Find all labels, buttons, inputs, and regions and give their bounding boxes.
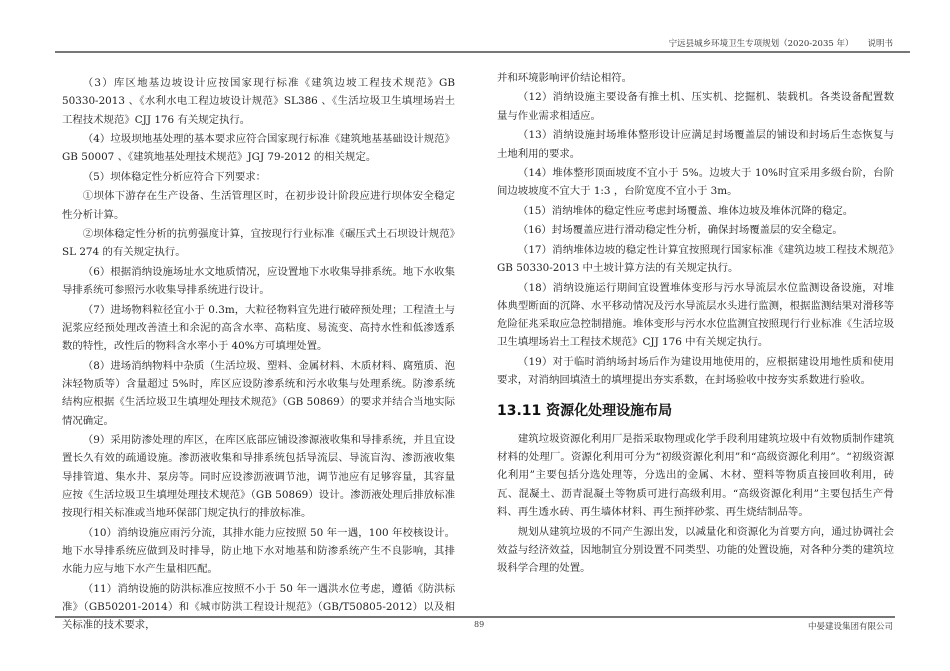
paragraph: ②坝体稳定性分析的抗剪强度计算，宜按现行行业标准《碾压式土石坝设计规范》SL 274 的有关规定执行。 <box>62 228 455 259</box>
section-heading: 13.11 资源化处理设施布局 <box>497 402 673 419</box>
paragraph: 建筑垃圾资源化利用厂是指采取物理或化学手段利用建筑垃圾中有效物质制作建筑材料的处理厂。资源化利用可分为“初级资源化利用”和“高级资源化利用”。“初级资源化利用”主要包括分选处理等，分选出的金属、木材、塑料等物质直接回收利用，砖瓦、混凝土、沥青混凝土等物质可进行高级利用。“高级资源化利用”主要包括生产骨料、再生透水砖、再生墙体材料、再生预拌砂浆、再生烧结制品等。 <box>497 432 894 519</box>
paragraph: （9）采用防渗处理的库区，在库区底部应铺设渗源液收集和导排系统，并且宜设置长久有效的疏通设施。渗沥液收集和导排系统包括导流层、导流盲沟、渗沥液收集导排管道、集水井、泵房等。同时应设渗沥液调节池，调节池应有足够容量，其容量应按《生活垃圾卫生填埋处理技术规范》（GB 50869）设计。渗沥液处理后排放标准按现行相关标准或当地环保部门规定执行的排放标准。 <box>62 434 455 520</box>
paragraph: （6）根据消纳设施场址水文地质情况，应设置地下水收集导排系统。地下水收集导排系统可参照污水收集导排系统进行设计。 <box>62 265 455 297</box>
right-column <box>497 69 894 579</box>
paragraph: ①坝体下游存在生产设备、生活管理区时，在初步设计阶段应进行坝体安全稳定性分析计算。 <box>62 190 455 221</box>
left-column <box>62 74 455 636</box>
footer-rule <box>55 616 895 618</box>
paragraph: （16）封场覆盖应进行滑动稳定性分析，确保封场覆盖层的安全稳定。 <box>517 224 843 237</box>
header-rule <box>55 51 910 53</box>
paragraph: （10）消纳设施应雨污分流，其排水能力应按照 50 年一遇，100 年校核设计。地下水导排系统应做到及时排导，防止地下水对地基和防渗系统产生不良影响，其排水能力应与地下水产生量相匹配。 <box>62 526 455 576</box>
paragraph: （8）进场消纳物料中杂质（生活垃圾、塑料、金属材料、木质材料、腐殖质、泡沫轻物质等）含量超过 5%时，库区应设防渗系统和污水收集与处理系统。防渗系统结构应根据《生活垃圾卫生填埋处理技术规范》（GB 50869）的要求并结合当地实际情况确定。 <box>62 359 455 427</box>
header-doc-type: 说明书 <box>867 39 893 49</box>
page-header <box>655 37 893 49</box>
paragraph: （3）库区地基边坡设计应按国家现行标准《建筑边坡工程技术规范》GB 50330-2013 、《水利水电工程边坡设计规范》SL386 、《生活垃圾卫生填埋场岩土工程技术规范》CJJ 176 有关规定执行。 <box>62 77 455 126</box>
paragraph: （5）坝体稳定性分析应符合下列要求： <box>82 170 267 183</box>
paragraph: （18）消纳设施运行期间宜设置堆体变形与污水导流层水位监测设备设施，对堆体典型断面的沉降、水平移动情况及污水导流层水头进行监测，根据监测结果对滑移等危险征兆采取应急控制措施。堆体变形与污水水位监测宜按照现行行业标准《生活垃圾卫生填埋场岩土工程技术规范》CJJ 176 中有关规定执行。 <box>497 281 894 349</box>
paragraph: （13）消纳设施封场堆体整形设计应满足封场覆盖层的铺设和封场后生态恢复与土地利用的要求。 <box>497 129 894 160</box>
header-title: 宁远县城乡环境卫生专项规划（2020-2035 年） <box>668 39 854 49</box>
paragraph: （7）进场物料粒径宜小于 0.3m，大粒径物料宜先进行破碎预处理；工程渣土与泥浆应经预处理改善渣土和余泥的高含水率、高粘度、易流变、高持水性和低渗透系数的特性，改性后的物料含水率小于 40%方可填埋处置。 <box>62 303 455 353</box>
paragraph: （19）对于临时消纳场封场后作为建设用地使用的，应根据建设用地性质和使用要求，对消纳回填渣土的填埋提出夯实系数，在封场验收中按夯实系数进行验收。 <box>497 355 894 387</box>
paragraph: （17）消纳堆体边坡的稳定性计算宜按照现行国家标准《建筑边坡工程技术规范》GB 50330-2013 中土坡计算方法的有关规定执行。 <box>497 243 894 275</box>
paragraph: 规划从建筑垃圾的不同产生源出发，以减量化和资源化为首要方向，通过协调社会效益与经济效益，因地制宜分别设置不同类型、功能的处置设施，对各种分类的建筑垃圾科学合理的处置。 <box>497 525 894 575</box>
paragraph: （14）堆体整形顶面坡度不宜小于 5%。边坡大于 10%时宜采用多级台阶，台阶间边坡坡度不宜大于 1:3 ，台阶宽度不宜小于 3m。 <box>497 167 894 198</box>
paragraph: （12）消纳设施主要设备有推土机、压实机、挖掘机、装载机。各类设备配置数量与作业需求相适应。 <box>497 91 894 122</box>
paragraph: （4）垃圾坝地基处理的基本要求应符合国家现行标准《建筑地基基础设计规范》GB 50007 、《建筑地基处理技术规范》JGJ 79-2012 的相关规定。 <box>62 133 455 164</box>
footer-company: 中晏建设集团有限公司 <box>807 622 893 632</box>
paragraph: （11）消纳设施的防洪标准应按照不小于 50 年一遇洪水位考虑，遵循《防洪标准》（GB50201-2014）和《城市防洪工程设计规范》（GB/T50805-2012）以及相关标准的技术要求， <box>62 582 455 632</box>
page-number: 89 <box>474 620 485 629</box>
paragraph: （15）消纳堆体的稳定性应考虑封场覆盖、堆体边坡及堆体沉降的稳定。 <box>517 204 854 217</box>
paragraph-continuation: 并和环境影响评价结论相符。 <box>497 72 633 84</box>
